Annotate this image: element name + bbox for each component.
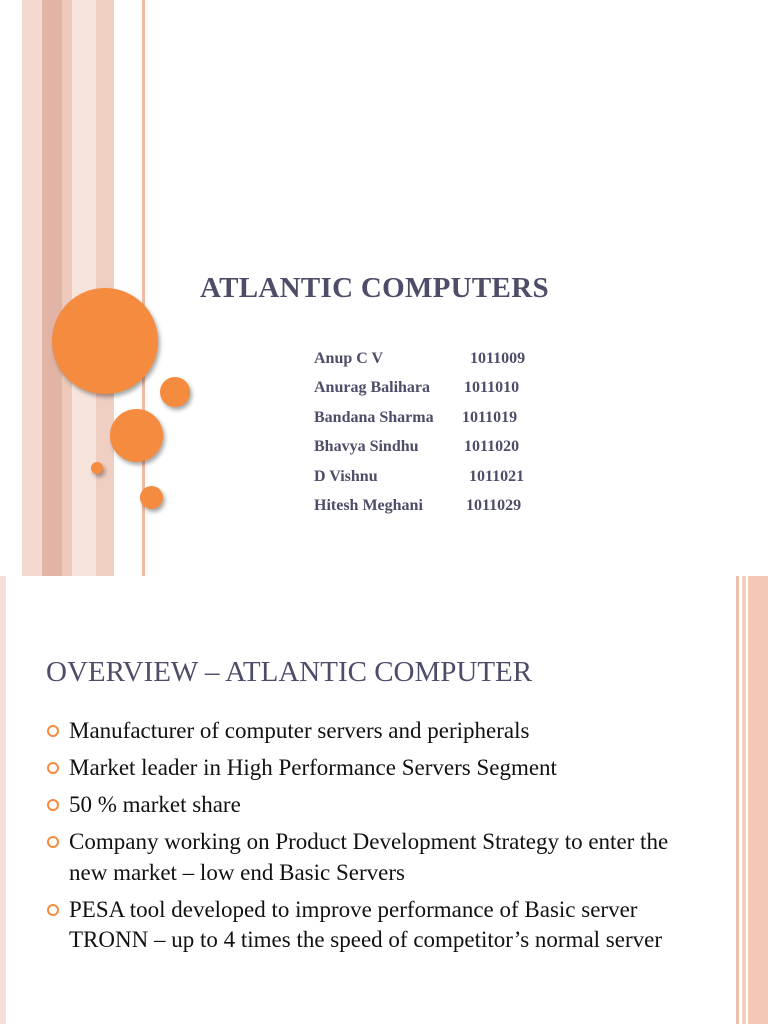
- member-name: Anup C V: [314, 350, 384, 367]
- bullet-text: PESA tool developed to improve performance of Basic server TRONN – up to 4 times the speed of competitor’s normal server: [69, 896, 662, 952]
- bullet-circle-icon: [47, 836, 59, 848]
- team-member: [314, 350, 526, 379]
- member-id: 1011009: [470, 350, 526, 367]
- member-name: Anurag Balihara: [314, 379, 431, 397]
- member-name: Bandana Sharma: [314, 408, 434, 426]
- bullet-item: [46, 753, 686, 784]
- member-id: 1011010: [464, 379, 520, 397]
- medium-circle: [110, 409, 163, 462]
- large-circle: [52, 288, 158, 394]
- bullet-text: Manufacturer of computer servers and peripherals: [69, 718, 530, 743]
- bullet-item: [46, 895, 686, 956]
- bullet-item: [46, 716, 686, 747]
- bullet-text: 50 % market share: [69, 792, 241, 817]
- overview-slide: [0, 576, 768, 1024]
- team-member: [314, 467, 525, 497]
- bullet-text: Company working on Product Development Strategy to enter the new market – low end Basic Servers: [69, 829, 669, 885]
- decorative-stripe: [42, 0, 62, 576]
- slide-title: OVERVIEW – ATLANTIC COMPUTER: [46, 656, 533, 688]
- slide-title: ATLANTIC COMPUTERS: [200, 272, 549, 304]
- bullet-circle-icon: [47, 762, 59, 774]
- bullet-circle-icon: [47, 725, 59, 737]
- decorative-stripe: [22, 0, 42, 576]
- team-member: [314, 496, 522, 526]
- small-circle: [140, 486, 163, 509]
- decorative-stripe: [736, 576, 739, 1024]
- bullet-item: [46, 827, 686, 888]
- team-member: [314, 408, 518, 438]
- team-member: [314, 379, 520, 408]
- decorative-stripe: [72, 0, 96, 576]
- tiny-circle: [91, 462, 103, 474]
- decorative-stripe: [0, 576, 6, 1024]
- member-id: 1011020: [464, 438, 520, 456]
- member-id: 1011019: [462, 408, 518, 426]
- decorative-stripe: [748, 576, 768, 1024]
- decorative-stripe: [62, 0, 72, 576]
- bullet-item: [46, 790, 686, 821]
- bullet-text: Market leader in High Performance Servers Segment: [69, 755, 557, 780]
- decorative-stripe: [742, 576, 746, 1024]
- team-member: [314, 438, 520, 467]
- bullet-list: [46, 716, 686, 962]
- member-name: D Vishnu: [314, 467, 378, 485]
- bullet-circle-icon: [47, 799, 59, 811]
- bullet-circle-icon: [47, 904, 59, 916]
- small-circle: [160, 377, 190, 407]
- member-id: 1011029: [466, 496, 522, 514]
- member-name: Bhavya Sindhu: [314, 438, 419, 456]
- member-name: Hitesh Meghani: [314, 496, 423, 514]
- member-id: 1011021: [469, 467, 525, 485]
- team-member-list: [314, 350, 526, 526]
